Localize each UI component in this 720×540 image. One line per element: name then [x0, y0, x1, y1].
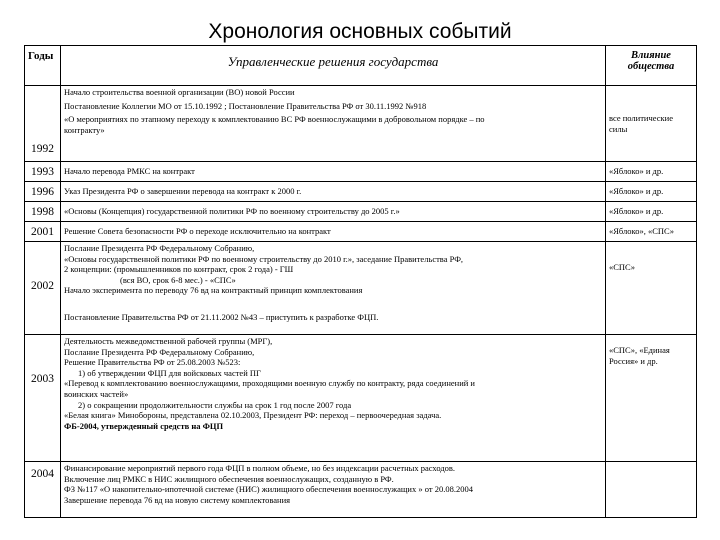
decisions-cell — [61, 222, 606, 242]
decisions-cell — [61, 202, 606, 222]
year-cell: 2004 — [25, 462, 61, 518]
decisions-cell — [61, 462, 606, 518]
decision-line: (вся ВО, срок 6-8 мес.) - «СПС» — [120, 274, 236, 285]
decision-line: Постановление Правительства РФ от 21.11.2002 №43 – приступить к разработке ФЦП. — [64, 311, 379, 322]
table-row — [25, 462, 697, 518]
table-row — [25, 86, 697, 162]
decision-line: воинских частей» — [64, 388, 129, 399]
header-decisions: Управленческие решения государства — [61, 46, 606, 86]
decision-line: Начало строительства военной организации (ВО) новой России — [64, 87, 295, 97]
influence-cell: все политические силы — [606, 86, 697, 162]
table-row — [25, 182, 697, 202]
influence-cell: «СПС» — [606, 242, 697, 335]
decision-line: 2 концепции: (промышленников по контракт, срок 2 года) - ГШ — [64, 264, 294, 275]
decisions-cell — [61, 335, 606, 462]
header-influence — [606, 46, 697, 86]
decision-line: Начало перевода РМКС на контракт — [64, 166, 195, 177]
table-header-row — [25, 46, 697, 86]
year-cell: 2002 — [25, 242, 61, 335]
table-row — [25, 222, 697, 242]
decision-line: «Белая книга» Минобороны, представлена 02.10.2003, Президент РФ: переход – первоочередная задача. — [64, 410, 442, 421]
page-title: Хронология основных событий — [208, 20, 512, 43]
decision-line: Включение лиц РМКС в НИС жилищного обеспечения военнослужащих, созданную в РФ. — [64, 473, 394, 484]
decision-line: Решение Совета безопасности РФ о переходе исключительно на контракт — [64, 226, 331, 237]
header-influence-line: Влияние — [631, 50, 671, 61]
influence-cell: «Яблоко» и др. — [606, 182, 697, 202]
decisions-cell — [61, 162, 606, 182]
table-row — [25, 335, 697, 462]
influence-cell — [606, 462, 697, 518]
decision-line: ФБ-2004, утвержденный средств на ФЦП — [64, 420, 224, 431]
year-cell: 2003 — [25, 335, 61, 462]
decision-line: «Перевод к комплектованию военнослужащими, проходящими военную службу по контракту, ряда соединений и — [64, 378, 475, 389]
decision-line: Указ Президента РФ о завершении перевода на контракт к 2000 г. — [64, 186, 302, 197]
decisions-cell — [61, 86, 606, 162]
decision-line: Финансирование мероприятий первого года ФЦП в полном объеме, но без индексации расчетных расходов. — [64, 463, 456, 473]
decision-line: Послание Президента РФ Федеральному Собранию, — [64, 243, 255, 253]
year-cell: 2001 — [25, 222, 61, 242]
decision-line: Завершение перевода 76 вд на новую систему комплектования — [64, 494, 291, 505]
decision-line: «Основы государственной политики РФ по военному строительству до 2010 г.», заседание Правительства РФ, — [64, 253, 464, 264]
table-row — [25, 202, 697, 222]
decision-line: 2) о сокращении продолжительности службы на срок 1 год после 2007 года — [78, 399, 352, 410]
decision-line: «О мероприятиях по этапному переходу к комплектованию ВС РФ военнослужащими в добровольном порядке – по — [64, 114, 485, 125]
year-cell: 1992 — [25, 86, 61, 162]
influence-cell: «Яблоко» и др. — [606, 162, 697, 182]
influence-cell: «Яблоко», «СПС» — [606, 222, 697, 242]
decision-line: Послание Президента РФ Федеральному Собранию, — [64, 346, 255, 357]
decision-line: «Основы (Концепция) государственной политики РФ по военному строительству до 2005 г.» — [64, 206, 400, 217]
decision-line: Решение Правительства РФ от 25.08.2003 №523: — [64, 357, 241, 368]
events-table — [24, 45, 697, 518]
header-years: Годы — [25, 46, 61, 86]
decision-line: Начало эксперимента по переводу 76 вд на контрактный принцип комплектования — [64, 285, 363, 296]
decision-line: Деятельность межведомственной рабочей группы (МРГ), — [64, 336, 273, 346]
decision-line: контракту» — [64, 124, 105, 135]
year-cell: 1998 — [25, 202, 61, 222]
influence-cell: «СПС», «Единая Россия» и др. — [606, 335, 697, 462]
decisions-cell — [61, 182, 606, 202]
year-cell: 1993 — [25, 162, 61, 182]
table-row — [25, 242, 697, 335]
year-cell: 1996 — [25, 182, 61, 202]
decision-line: 1) об утверждении ФЦП для войсковых частей ПГ — [78, 367, 261, 378]
decisions-cell — [61, 242, 606, 335]
decision-line: ФЗ №117 «О накопительно-ипотечной системе (НИС) жилищного обеспечения военнослужащих » от 20.08.2004 — [64, 484, 473, 495]
decision-line: Постановление Коллегии МО от 15.10.1992 ; Постановление Правительства РФ от 30.11.1992 №918 — [64, 100, 427, 111]
table-row — [25, 162, 697, 182]
influence-cell: «Яблоко» и др. — [606, 202, 697, 222]
header-influence-line: общества — [627, 61, 675, 72]
